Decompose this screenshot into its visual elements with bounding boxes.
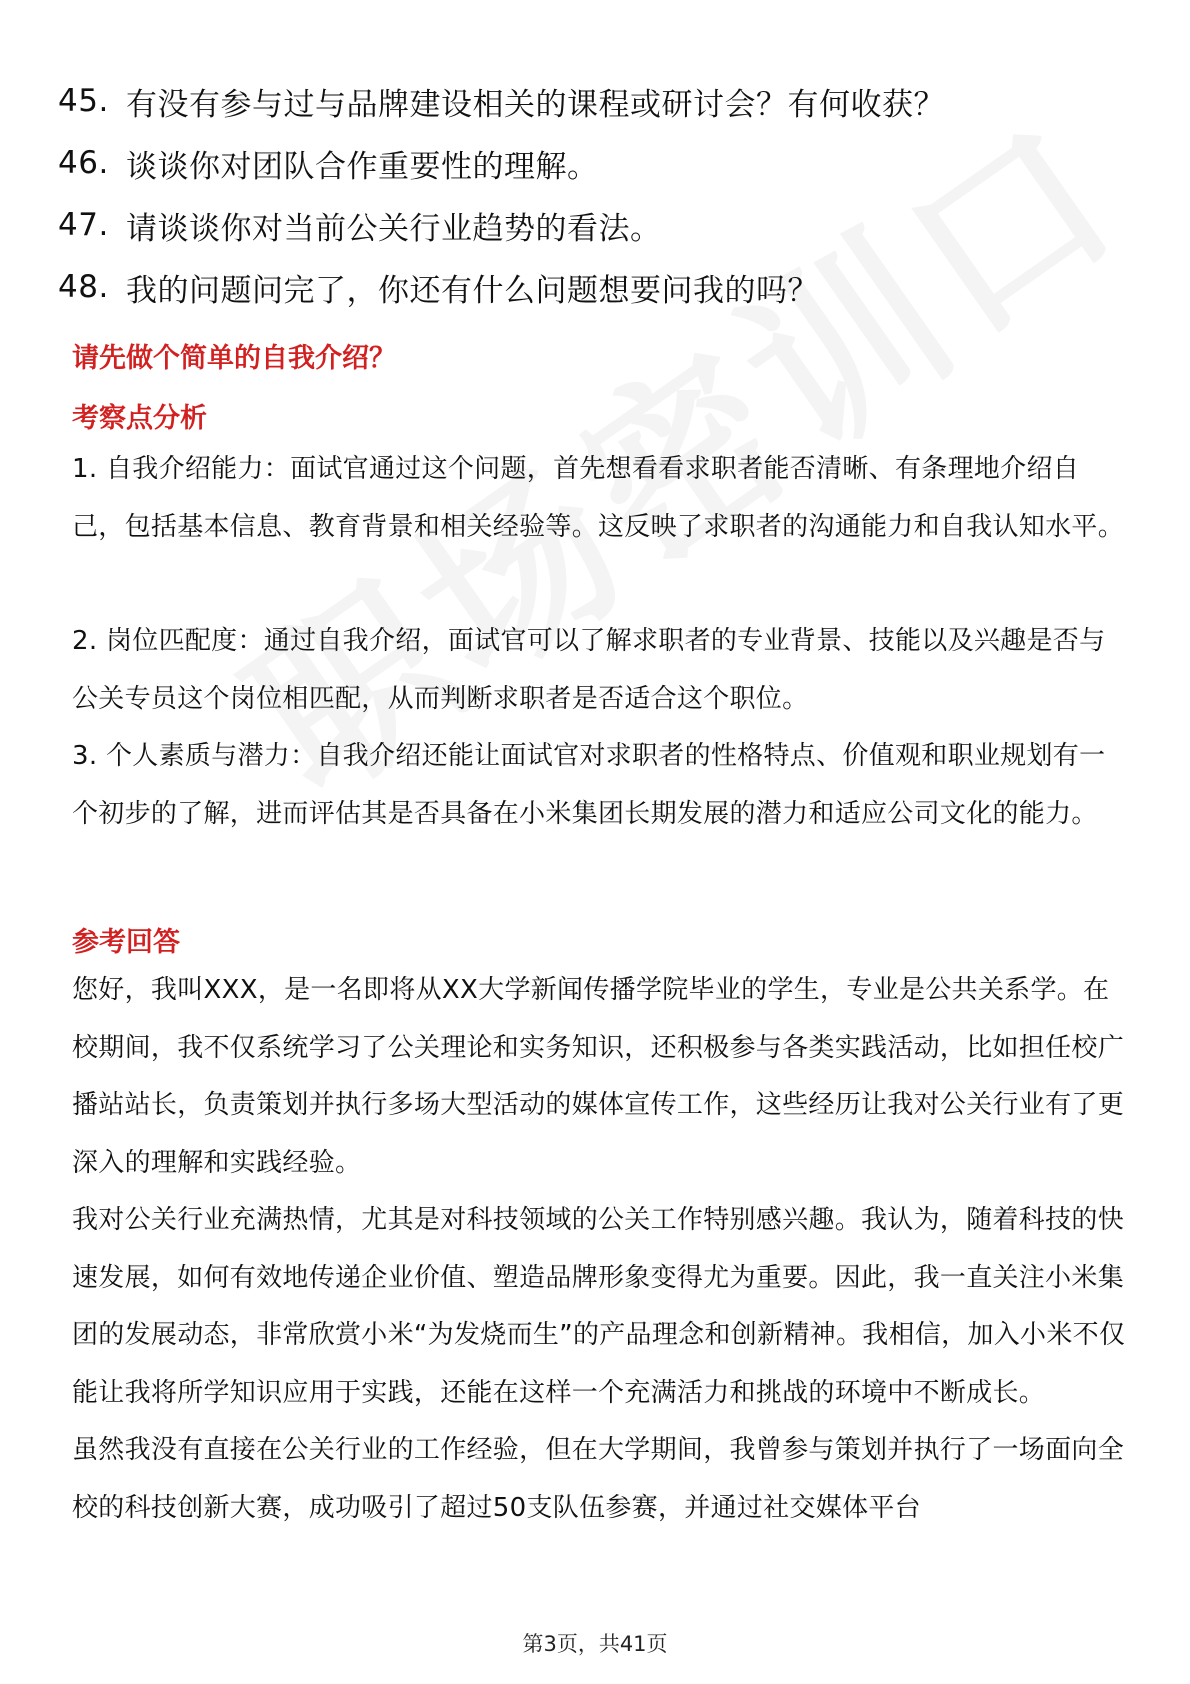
question-text: 请谈谈你对当前公关行业趋势的看法。 xyxy=(126,210,662,247)
question-number: 47. xyxy=(58,207,109,243)
analysis-paragraph-2: 2. 岗位匹配度：通过自我介绍，面试官可以了解求职者的专业背景、技能以及兴趣是否与公关专员这个岗位相匹配，从而判断求职者是否适合这个职位。 xyxy=(72,626,1106,714)
answer-heading: 参考回答 xyxy=(72,927,180,958)
question-list xyxy=(58,70,1138,318)
question-text: 我的问题问完了，你还有什么问题想要问我的吗？ xyxy=(126,272,819,309)
question-number: 46. xyxy=(58,145,109,181)
question-text: 谈谈你对团队合作重要性的理解。 xyxy=(126,148,599,185)
analysis-heading: 考察点分析 xyxy=(72,403,207,434)
section-question-heading: 请先做个简单的自我介绍？ xyxy=(72,343,396,374)
question-number: 45. xyxy=(58,83,109,119)
page-footer: 第3页，共41页 xyxy=(522,1632,668,1656)
answer-paragraph-1: 您好，我叫XXX，是一名即将从XX大学新闻传播学院毕业的学生，专业是公共关系学。在校期间，我不仅系统学习了公关理论和实务知识，还积极参与各类实践活动，比如担任校广播站站长，负责策划并执行多场大型活动的媒体宣传工作，这些经历让我对公关行业有了更深入的理解和实践经验。 xyxy=(72,975,1125,1178)
answer-paragraph-3: 虽然我没有直接在公关行业的工作经验，但在大学期间，我曾参与策划并执行了一场面向全校的科技创新大赛，成功吸引了超过50支队伍参赛，并通过社交媒体平台 xyxy=(72,1435,1125,1523)
question-number: 48. xyxy=(58,269,109,305)
question-item xyxy=(58,256,1138,318)
analysis-paragraph-1: 1. 自我介绍能力：面试官通过这个问题，首先想看看求职者能否清晰、有条理地介绍自己，包括基本信息、教育背景和相关经验等。这反映了求职者的沟通能力和自我认知水平。 xyxy=(72,454,1125,542)
question-item xyxy=(58,194,1138,256)
question-item xyxy=(58,132,1138,194)
question-text: 有没有参与过与品牌建设相关的课程或研讨会？有何收获？ xyxy=(126,86,945,123)
answer-paragraph-2: 我对公关行业充满热情，尤其是对科技领域的公关工作特别感兴趣。我认为，随着科技的快速发展，如何有效地传递企业价值、塑造品牌形象变得尤为重要。因此，我一直关注小米集团的发展动态，非常欣赏小米“为发烧而生”的产品理念和创新精神。我相信，加入小米不仅能让我将所学知识应用于实践，还能在这样一个充满活力和挑战的环境中不断成长。 xyxy=(72,1205,1126,1408)
analysis-paragraph-3: 3. 个人素质与潜力：自我介绍还能让面试官对求职者的性格特点、价值观和职业规划有一个初步的了解，进而评估其是否具备在小米集团长期发展的潜力和适应公司文化的能力。 xyxy=(72,741,1106,829)
question-item xyxy=(58,70,1138,132)
